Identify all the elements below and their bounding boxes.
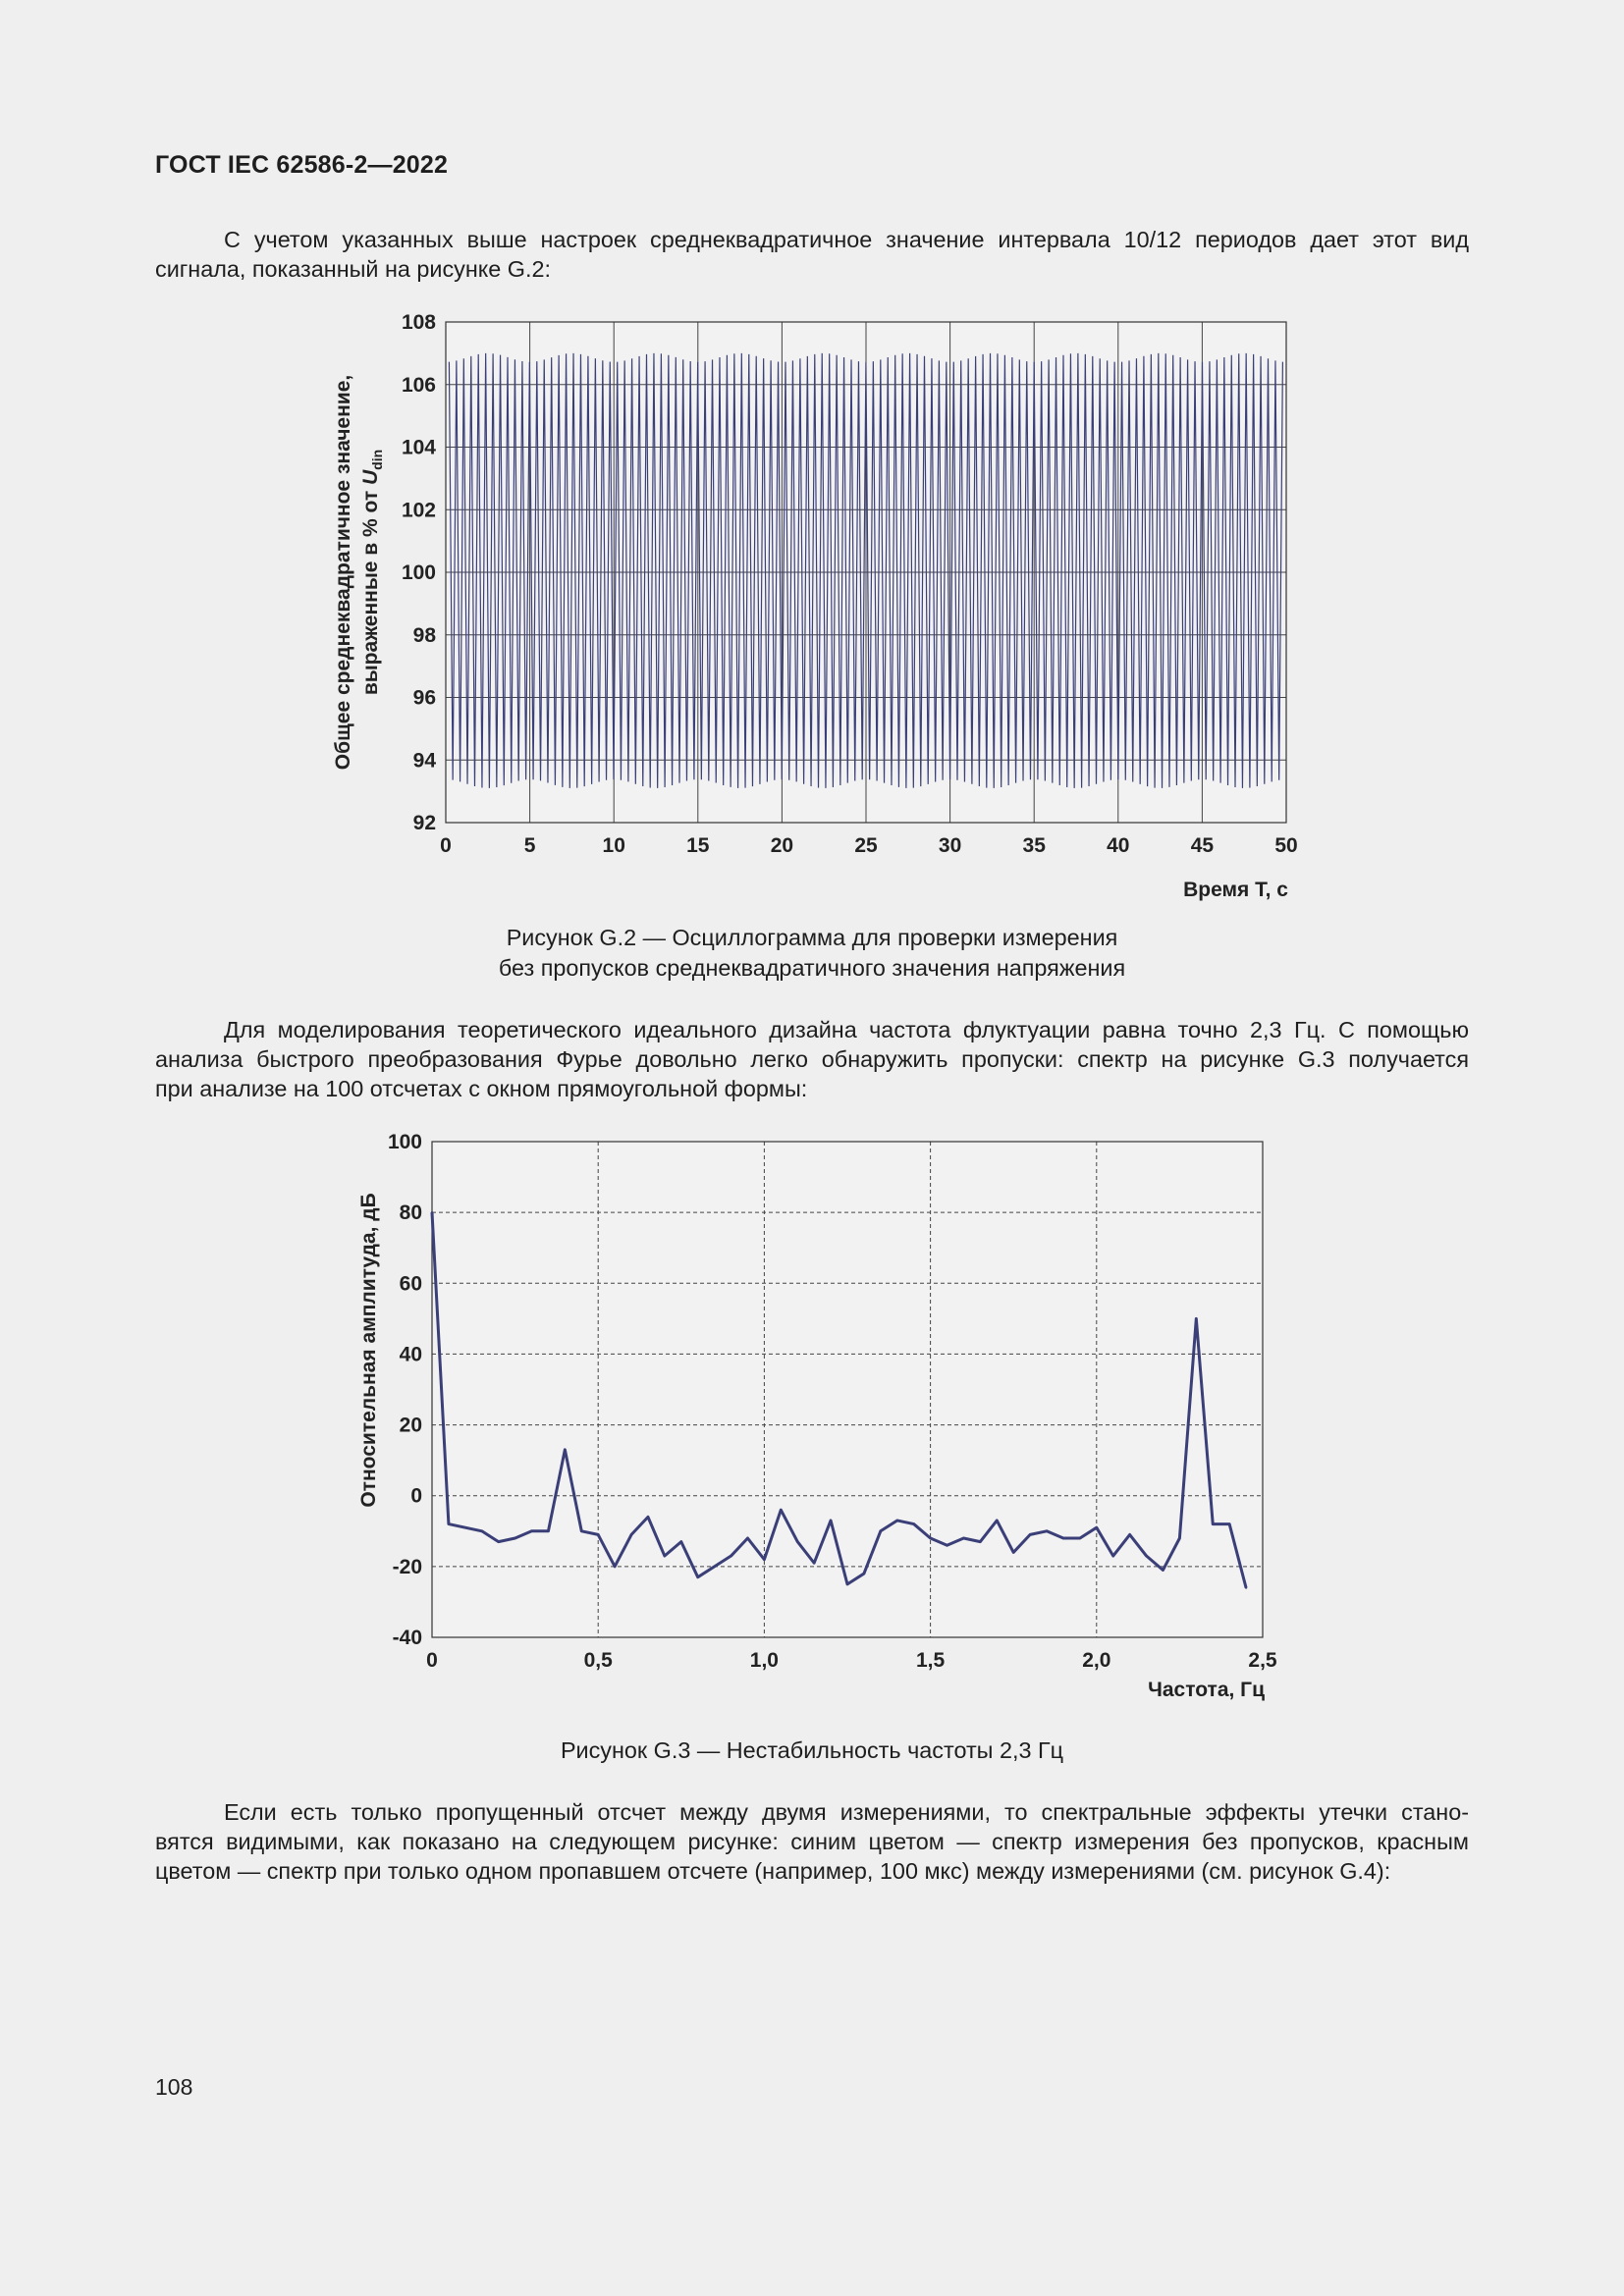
data-point (1178, 1537, 1180, 1539)
data-point (813, 1562, 815, 1564)
data-point (1062, 1537, 1064, 1539)
data-point (697, 1575, 699, 1577)
data-point (962, 1537, 964, 1539)
paragraph-line: С учетом указанных выше настроек среднеквадратичное значение интервала 10/12 периодов дает этот вид (224, 227, 1469, 252)
x-axis-label: Время T, с (1183, 879, 1288, 901)
data-point (1128, 1533, 1130, 1535)
data-point (1046, 1530, 1048, 1532)
data-point (1096, 1526, 1098, 1528)
y-tick-label: -20 (392, 1555, 422, 1578)
paragraph-line: анализа быстрого преобразования Фурье довольно легко обнаружить пропуски: спектр на рисунке G.3 получается (155, 1046, 1469, 1072)
y-tick-label: 96 (412, 686, 436, 710)
y-tick-label: 106 (401, 373, 436, 397)
y-tick-label: 104 (401, 436, 436, 459)
paragraph-1 (155, 225, 1469, 284)
data-point (763, 1558, 765, 1560)
data-point (1195, 1317, 1197, 1319)
data-point (514, 1537, 515, 1539)
y-tick-label: 80 (399, 1201, 422, 1225)
data-point (929, 1537, 931, 1539)
y-tick-label: 0 (410, 1484, 422, 1508)
data-point (664, 1555, 666, 1557)
data-point (996, 1520, 998, 1522)
y-tick-label: 92 (412, 812, 436, 834)
paragraph-line: при анализе на 100 отсчетах с окном прямоугольной формы: (155, 1076, 808, 1101)
data-point (530, 1530, 532, 1532)
x-tick-label: 5 (523, 834, 536, 857)
data-point (580, 1530, 582, 1532)
y-tick-label: 40 (399, 1343, 422, 1366)
document-header: ГОСТ IEC 62586-2—2022 (155, 151, 449, 179)
data-point (497, 1540, 499, 1542)
y-tick-label: 60 (399, 1272, 422, 1296)
x-tick-label: 2,5 (1248, 1649, 1277, 1672)
y-axis-label: Относительная амплитуда, дБ (357, 1193, 380, 1508)
data-point (647, 1516, 649, 1518)
data-point (713, 1566, 715, 1568)
data-point (1029, 1533, 1031, 1535)
data-point (614, 1566, 616, 1568)
paragraph-3 (155, 1797, 1469, 1886)
data-point (880, 1530, 882, 1532)
x-tick-label: 40 (1107, 834, 1130, 857)
y-tick-label: 98 (412, 623, 436, 647)
x-tick-label: 10 (602, 834, 625, 857)
data-point (896, 1520, 898, 1522)
x-tick-label: 1,5 (915, 1649, 946, 1672)
x-tick-label: 15 (686, 834, 710, 857)
x-tick-label: 0 (426, 1649, 438, 1672)
y-axis-label-line2: выраженные в % от $U_{din}$ (359, 449, 385, 696)
data-point (680, 1540, 682, 1542)
caption-line: Рисунок G.2 — Осциллограмма для проверки измерения (506, 925, 1118, 950)
paragraph-line: вятся видимыми, как показано на следующем рисунке: синим цветом — спектр измерения без пропусков, красным (155, 1829, 1469, 1854)
x-tick-label: 50 (1274, 834, 1298, 857)
data-point (1212, 1522, 1214, 1524)
paragraph-line: Для моделирования теоретического идеального дизайна частота флуктуации равна точно 2,3 Гц. С помощью (224, 1017, 1469, 1042)
y-tick-label: 100 (401, 561, 436, 584)
data-point (946, 1544, 947, 1546)
caption-fig-g3 (0, 1735, 1624, 1766)
y-tick-label: 94 (412, 749, 436, 773)
data-point (1012, 1551, 1014, 1553)
caption-line: без пропусков среднеквадратичного значения напряжения (498, 955, 1126, 981)
page-number: 108 (155, 2074, 193, 2100)
data-point (1112, 1555, 1114, 1557)
data-point (481, 1530, 483, 1532)
data-point (547, 1530, 549, 1532)
x-tick-label: 35 (1022, 834, 1046, 857)
paragraph-line: сигнала, показанный на рисунке G.2: (155, 256, 551, 282)
data-point (912, 1522, 914, 1524)
data-point (746, 1537, 748, 1539)
data-point (796, 1540, 798, 1542)
x-tick-label: 25 (854, 834, 878, 857)
plot-area (432, 1142, 1263, 1637)
data-point (564, 1449, 566, 1451)
y-axis-label (332, 375, 385, 770)
x-tick-label: 1,0 (749, 1649, 780, 1672)
x-tick-label: 0 (440, 834, 452, 857)
data-point (1162, 1569, 1164, 1571)
data-point (1079, 1537, 1081, 1539)
caption-line: Рисунок G.3 — Нестабильность частоты 2,3 Гц (560, 1737, 1064, 1763)
data-point (1228, 1522, 1230, 1524)
data-point (597, 1533, 599, 1535)
data-point (1245, 1586, 1247, 1588)
y-axis-label-line1: Общее среднеквадратичное значение, (332, 374, 354, 771)
caption-fig-g2 (0, 923, 1624, 984)
x-tick-label: 0,5 (583, 1649, 613, 1672)
paragraph-line: Если есть только пропущенный отсчет между двумя измерениями, то спектральные эффекты утечки стано- (224, 1799, 1469, 1825)
data-point (830, 1520, 832, 1522)
data-point (846, 1583, 848, 1585)
data-point (730, 1555, 731, 1557)
y-tick-label: -40 (392, 1627, 422, 1649)
data-point (780, 1509, 782, 1511)
paragraph-line: цветом — спектр при только одном пропавшем отсчете (например, 100 мкс) между измерениями (см. рисунок G.4): (155, 1858, 1391, 1884)
data-point (464, 1526, 466, 1528)
data-point (431, 1211, 433, 1213)
x-tick-label: 30 (938, 834, 962, 857)
x-tick-label: 20 (770, 834, 794, 857)
y-tick-label: 100 (387, 1131, 422, 1153)
y-tick-label: 20 (399, 1414, 422, 1437)
data-point (979, 1540, 981, 1542)
x-axis-label: Частота, Гц (1148, 1679, 1265, 1701)
data-point (1145, 1555, 1147, 1557)
chart-g3 (344, 1127, 1286, 1706)
data-point (630, 1533, 632, 1535)
x-tick-label: 2,0 (1082, 1649, 1111, 1672)
y-tick-label: 108 (401, 311, 436, 334)
chart-g2 (314, 304, 1316, 903)
paragraph-2 (155, 1015, 1469, 1103)
data-point (863, 1573, 865, 1575)
y-tick-label: 102 (401, 499, 436, 522)
data-point (448, 1522, 450, 1524)
x-tick-label: 45 (1190, 834, 1215, 857)
